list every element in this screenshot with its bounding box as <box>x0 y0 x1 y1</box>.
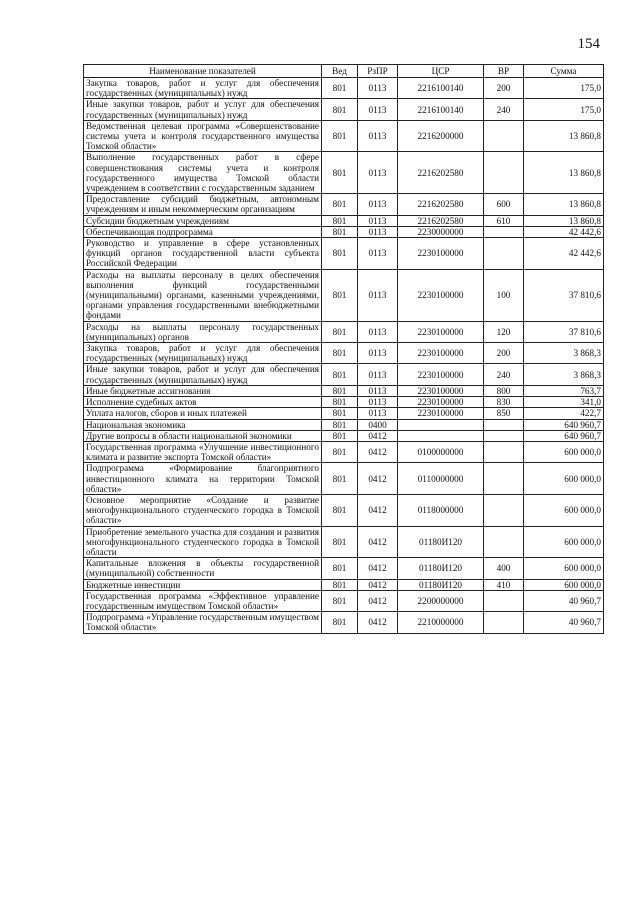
cell-vr <box>484 152 524 194</box>
cell-ved: 801 <box>322 152 358 194</box>
cell-sum: 40 960,7 <box>524 590 604 611</box>
cell-rz: 0412 <box>358 612 398 633</box>
cell-vr: 800 <box>484 385 524 396</box>
table-row <box>84 269 604 321</box>
cell-vr: 410 <box>484 579 524 590</box>
cell-name: Ведомственная целевая программа «Совершенствование системы учета и контроля государственного имущества Томской области» <box>84 120 322 152</box>
header-name: Наименование показателей <box>84 65 322 78</box>
cell-vr: 120 <box>484 321 524 342</box>
header-vr: ВР <box>484 65 524 78</box>
table-row <box>84 430 604 441</box>
header-csr: ЦСР <box>398 65 484 78</box>
cell-csr: 2230100000 <box>398 321 484 342</box>
cell-rz: 0113 <box>358 397 398 408</box>
cell-rz: 0412 <box>358 441 398 462</box>
cell-sum: 600 000,0 <box>524 494 604 526</box>
cell-ved: 801 <box>322 215 358 226</box>
cell-csr: 2230100000 <box>398 364 484 385</box>
cell-name: Основное мероприятие «Создание и развитие многофункционального студенческого городка в Томской области» <box>84 494 322 526</box>
cell-csr: 0110000000 <box>398 463 484 495</box>
cell-rz: 0113 <box>358 238 398 270</box>
cell-sum: 600 000,0 <box>524 526 604 558</box>
cell-vr <box>484 419 524 430</box>
cell-name: Государственная программа «Улучшение инвестиционного климата и развитие экспорта Томской области» <box>84 441 322 462</box>
cell-name: Другие вопросы в области национальной экономики <box>84 430 322 441</box>
cell-vr <box>484 226 524 237</box>
cell-csr: 01180И120 <box>398 558 484 579</box>
cell-ved: 801 <box>322 385 358 396</box>
cell-ved: 801 <box>322 321 358 342</box>
cell-vr <box>484 590 524 611</box>
cell-name: Подпрограмма «Формирование благоприятного инвестиционного климата на территории Томской области» <box>84 463 322 495</box>
table-row <box>84 463 604 495</box>
table-row <box>84 194 604 215</box>
table-row <box>84 612 604 633</box>
cell-sum: 600 000,0 <box>524 463 604 495</box>
cell-ved: 801 <box>322 441 358 462</box>
cell-rz: 0412 <box>358 463 398 495</box>
table-row <box>84 343 604 364</box>
cell-csr: 2216202580 <box>398 194 484 215</box>
header-rz: РзПР <box>358 65 398 78</box>
table-row <box>84 590 604 611</box>
table-row <box>84 215 604 226</box>
cell-rz: 0113 <box>358 385 398 396</box>
header-ved: Вед <box>322 65 358 78</box>
cell-rz: 0113 <box>358 194 398 215</box>
cell-rz: 0412 <box>358 526 398 558</box>
cell-vr: 600 <box>484 194 524 215</box>
cell-ved: 801 <box>322 364 358 385</box>
cell-sum: 37 810,6 <box>524 321 604 342</box>
cell-csr: 2230100000 <box>398 408 484 419</box>
table-row <box>84 441 604 462</box>
cell-csr <box>398 419 484 430</box>
table-row <box>84 238 604 270</box>
cell-rz: 0113 <box>358 99 398 120</box>
cell-sum: 13 860,8 <box>524 194 604 215</box>
cell-sum: 600 000,0 <box>524 579 604 590</box>
cell-name: Закупка товаров, работ и услуг для обеспечения государственных (муниципальных) нужд <box>84 343 322 364</box>
cell-vr <box>484 526 524 558</box>
table-row <box>84 408 604 419</box>
cell-sum: 763,7 <box>524 385 604 396</box>
cell-name: Государственная программа «Эффективное управление государственным имуществом Томской области» <box>84 590 322 611</box>
cell-vr <box>484 430 524 441</box>
cell-vr: 100 <box>484 269 524 321</box>
cell-name: Бюджетные инвестиции <box>84 579 322 590</box>
table-row <box>84 364 604 385</box>
cell-sum: 422,7 <box>524 408 604 419</box>
cell-ved: 801 <box>322 494 358 526</box>
cell-rz: 0113 <box>358 321 398 342</box>
table-row <box>84 120 604 152</box>
cell-vr <box>484 238 524 270</box>
cell-name: Приобретение земельного участка для создания и развития многофункционального студенческого городка в Томской области <box>84 526 322 558</box>
header-sum: Сумма <box>524 65 604 78</box>
cell-sum: 13 860,8 <box>524 152 604 194</box>
table-row <box>84 419 604 430</box>
cell-rz: 0113 <box>358 408 398 419</box>
cell-ved: 801 <box>322 526 358 558</box>
cell-name: Руководство и управление в сфере установленных функций органов государственной власти субъекта Российской Федерации <box>84 238 322 270</box>
cell-vr <box>484 441 524 462</box>
cell-vr: 830 <box>484 397 524 408</box>
cell-rz: 0113 <box>358 215 398 226</box>
cell-ved: 801 <box>322 78 358 99</box>
cell-ved: 801 <box>322 120 358 152</box>
table-row <box>84 78 604 99</box>
cell-csr: 2230100000 <box>398 238 484 270</box>
cell-csr: 2230000000 <box>398 226 484 237</box>
cell-ved: 801 <box>322 430 358 441</box>
cell-sum: 13 860,8 <box>524 120 604 152</box>
cell-name: Иные закупки товаров, работ и услуг для обеспечения государственных (муниципальных) нужд <box>84 364 322 385</box>
cell-name: Капитальные вложения в объекты государственной (муниципальной) собственности <box>84 558 322 579</box>
cell-csr: 01180И120 <box>398 526 484 558</box>
table-header-row <box>84 65 604 78</box>
cell-rz: 0113 <box>358 226 398 237</box>
cell-vr: 610 <box>484 215 524 226</box>
cell-sum: 13 860,8 <box>524 215 604 226</box>
table-row <box>84 494 604 526</box>
cell-sum: 640 960,7 <box>524 430 604 441</box>
table-row <box>84 226 604 237</box>
cell-name: Выполнение государственных работ в сфере совершенствования системы учета и контроля государственного имущества Томской области учреждением в соответствии с государственным заданием <box>84 152 322 194</box>
cell-csr: 2200000000 <box>398 590 484 611</box>
table-row <box>84 152 604 194</box>
budget-table <box>83 64 604 634</box>
cell-name: Закупка товаров, работ и услуг для обеспечения государственных (муниципальных) нужд <box>84 78 322 99</box>
cell-csr <box>398 430 484 441</box>
cell-vr <box>484 494 524 526</box>
cell-vr: 240 <box>484 364 524 385</box>
cell-csr: 2230100000 <box>398 385 484 396</box>
cell-rz: 0113 <box>358 269 398 321</box>
cell-sum: 42 442,6 <box>524 226 604 237</box>
table-row <box>84 579 604 590</box>
cell-csr: 2230100000 <box>398 343 484 364</box>
cell-vr: 400 <box>484 558 524 579</box>
page-number: 154 <box>577 36 600 52</box>
cell-vr: 200 <box>484 78 524 99</box>
cell-csr: 2216100140 <box>398 99 484 120</box>
cell-rz: 0113 <box>358 364 398 385</box>
cell-sum: 3 868,3 <box>524 343 604 364</box>
cell-ved: 801 <box>322 558 358 579</box>
cell-sum: 600 000,0 <box>524 558 604 579</box>
cell-vr <box>484 120 524 152</box>
cell-csr: 2216202580 <box>398 215 484 226</box>
cell-rz: 0412 <box>358 558 398 579</box>
cell-csr: 2216100140 <box>398 78 484 99</box>
table-row <box>84 385 604 396</box>
table-row <box>84 321 604 342</box>
cell-csr: 2230100000 <box>398 269 484 321</box>
cell-ved: 801 <box>322 579 358 590</box>
cell-rz: 0113 <box>358 152 398 194</box>
cell-rz: 0400 <box>358 419 398 430</box>
cell-name: Иные закупки товаров, работ и услуг для обеспечения государственных (муниципальных) нужд <box>84 99 322 120</box>
cell-csr: 2230100000 <box>398 397 484 408</box>
cell-rz: 0113 <box>358 343 398 364</box>
cell-name: Расходы на выплаты персоналу государственных (муниципальных) органов <box>84 321 322 342</box>
cell-rz: 0412 <box>358 590 398 611</box>
cell-sum: 341,0 <box>524 397 604 408</box>
cell-sum: 37 810,6 <box>524 269 604 321</box>
table-body <box>84 78 604 634</box>
cell-csr: 0100000000 <box>398 441 484 462</box>
cell-ved: 801 <box>322 397 358 408</box>
cell-csr: 2210000000 <box>398 612 484 633</box>
cell-name: Обеспечивающая подпрограмма <box>84 226 322 237</box>
cell-name: Предоставление субсидий бюджетным, автономным учреждениям и иным некоммерческим организациям <box>84 194 322 215</box>
cell-csr: 01180И120 <box>398 579 484 590</box>
cell-ved: 801 <box>322 226 358 237</box>
cell-name: Расходы на выплаты персоналу в целях обеспечения выполнения функций государственными (муниципальными) органами, казенными учреждениями, органами управления государственными внебюджетными фондами <box>84 269 322 321</box>
cell-rz: 0412 <box>358 579 398 590</box>
cell-sum: 600 000,0 <box>524 441 604 462</box>
cell-vr: 200 <box>484 343 524 364</box>
cell-name: Уплата налогов, сборов и иных платежей <box>84 408 322 419</box>
cell-ved: 801 <box>322 463 358 495</box>
cell-vr: 850 <box>484 408 524 419</box>
cell-ved: 801 <box>322 99 358 120</box>
cell-vr <box>484 612 524 633</box>
cell-vr <box>484 463 524 495</box>
cell-ved: 801 <box>322 419 358 430</box>
cell-ved: 801 <box>322 194 358 215</box>
cell-sum: 3 868,3 <box>524 364 604 385</box>
cell-name: Национальная экономика <box>84 419 322 430</box>
cell-sum: 640 960,7 <box>524 419 604 430</box>
cell-ved: 801 <box>322 238 358 270</box>
cell-ved: 801 <box>322 612 358 633</box>
cell-name: Исполнение судебных актов <box>84 397 322 408</box>
cell-csr: 0118000000 <box>398 494 484 526</box>
cell-name: Подпрограмма «Управление государственным имуществом Томской области» <box>84 612 322 633</box>
cell-name: Субсидии бюджетным учреждениям <box>84 215 322 226</box>
cell-csr: 2216200000 <box>398 120 484 152</box>
table-row <box>84 558 604 579</box>
cell-sum: 42 442,6 <box>524 238 604 270</box>
cell-rz: 0412 <box>358 430 398 441</box>
cell-vr: 240 <box>484 99 524 120</box>
cell-ved: 801 <box>322 590 358 611</box>
cell-sum: 175,0 <box>524 99 604 120</box>
table-row <box>84 397 604 408</box>
cell-ved: 801 <box>322 343 358 364</box>
cell-rz: 0113 <box>358 120 398 152</box>
cell-ved: 801 <box>322 269 358 321</box>
cell-ved: 801 <box>322 408 358 419</box>
table-row <box>84 99 604 120</box>
cell-name: Иные бюджетные ассигнования <box>84 385 322 396</box>
cell-sum: 175,0 <box>524 78 604 99</box>
cell-csr: 2216202580 <box>398 152 484 194</box>
cell-rz: 0412 <box>358 494 398 526</box>
cell-sum: 40 960,7 <box>524 612 604 633</box>
cell-rz: 0113 <box>358 78 398 99</box>
table-row <box>84 526 604 558</box>
